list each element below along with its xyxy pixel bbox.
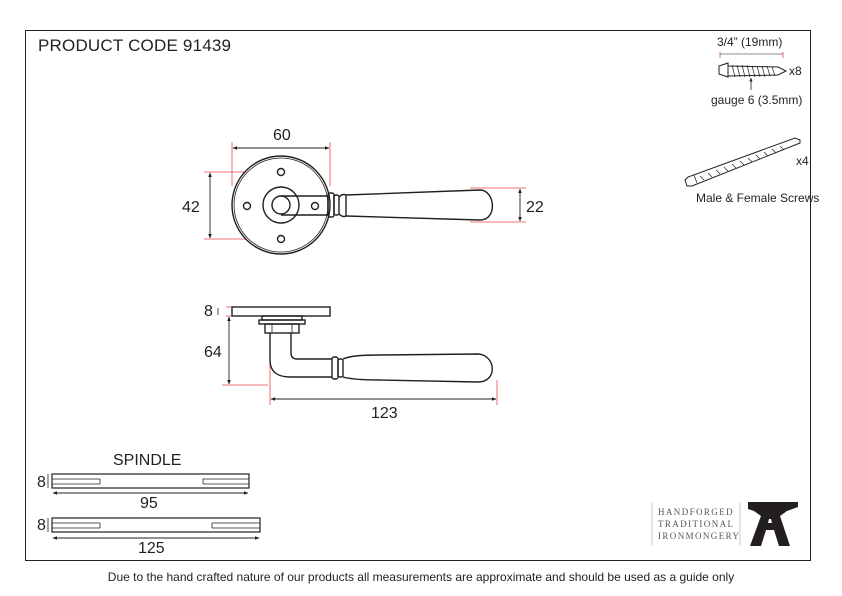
screw-hole bbox=[312, 203, 319, 210]
spindle-short bbox=[48, 474, 249, 493]
brand-line-1: HANDFORGED bbox=[658, 507, 735, 517]
anvil-icon bbox=[748, 502, 798, 546]
long-spindle-length: 125 bbox=[138, 540, 165, 557]
brand-logo bbox=[652, 502, 798, 546]
screw-hole bbox=[278, 169, 285, 176]
spindle-long bbox=[48, 518, 260, 538]
rose-plate bbox=[232, 156, 330, 254]
lever-front bbox=[346, 190, 492, 220]
rose-thickness-dim: 8 bbox=[204, 303, 213, 320]
wood-screw-quantity: x8 bbox=[789, 64, 802, 78]
short-spindle-thickness: 8 bbox=[37, 474, 46, 491]
screw-hole bbox=[278, 236, 285, 243]
disclaimer: Due to the hand crafted nature of our products all measurements are approximate and should be used as a guide only bbox=[107, 570, 735, 584]
width-dim: 60 bbox=[273, 127, 291, 144]
product-code: PRODUCT CODE 91439 bbox=[38, 36, 232, 55]
bolt-quantity: x4 bbox=[796, 154, 809, 168]
wood-screw-icon bbox=[719, 52, 786, 90]
brand-line-3: IRONMONGERY bbox=[658, 531, 741, 541]
front-view bbox=[204, 142, 526, 254]
wood-screw-length: 3/4” (19mm) bbox=[717, 35, 783, 49]
bolt-label: Male & Female Screws bbox=[696, 191, 820, 205]
rose-side bbox=[232, 307, 330, 316]
long-spindle-thickness: 8 bbox=[37, 517, 46, 534]
spindle-title: SPINDLE bbox=[113, 452, 182, 469]
screw-hole bbox=[244, 203, 251, 210]
lever-dim: 22 bbox=[526, 199, 544, 216]
wood-screw-gauge: gauge 6 (3.5mm) bbox=[711, 93, 803, 107]
projection-dim: 64 bbox=[204, 344, 222, 361]
bolt-screw-icon bbox=[685, 138, 800, 186]
brand-line-2: TRADITIONAL bbox=[658, 519, 735, 529]
side-view bbox=[218, 307, 497, 405]
height-dim: 42 bbox=[182, 199, 200, 216]
lever-side bbox=[343, 354, 492, 382]
lever-length-dim: 123 bbox=[371, 405, 398, 422]
short-spindle-length: 95 bbox=[140, 495, 158, 512]
